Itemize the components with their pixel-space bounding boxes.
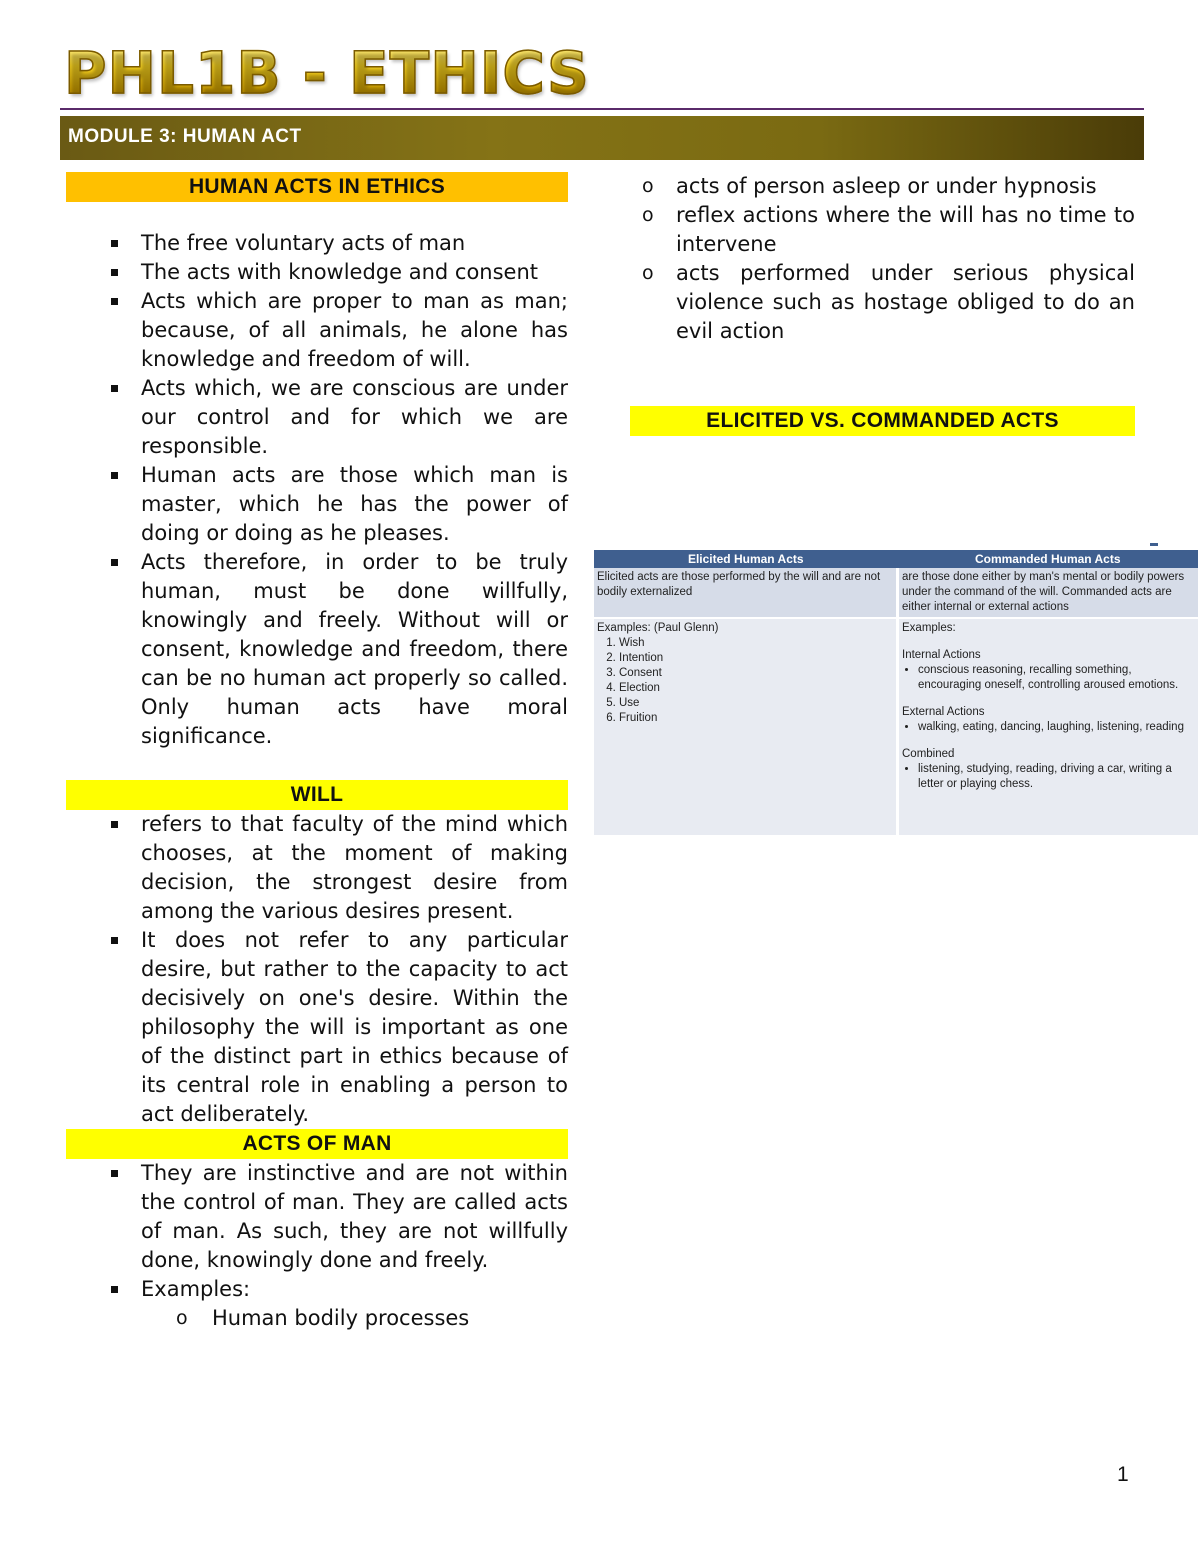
list-item: o acts performed under serious physical violence such as hostage obliged to do an evil action: [530, 259, 1135, 346]
commanded-examples-cell: [898, 618, 1199, 835]
list-item: The free voluntary acts of man: [66, 229, 568, 258]
table-corner-mark: [1150, 543, 1158, 546]
human-acts-list: [66, 229, 568, 751]
table-header-elicited: Elicited Human Acts: [594, 550, 898, 568]
list-item: • walking, eating, dancing, laughing, listening, reading: [918, 720, 1195, 735]
elicited-examples-list: [597, 636, 893, 726]
section-heading-acts-of-man: ACTS OF MAN: [66, 1129, 568, 1159]
left-column: [66, 172, 568, 1333]
commanded-definition: are those done either by man's mental or bodily powers under the command of the will. Commanded acts are either internal or external actions: [898, 568, 1199, 618]
internal-actions-list: [902, 663, 1195, 693]
combined-label: Combined: [902, 748, 955, 760]
elicited-commanded-table: [594, 550, 1198, 835]
document-title: PHL1B - ETHICS: [64, 39, 590, 107]
list-item: They are instinctive and are not within the control of man. They are called acts of man. As such, they are not willfully done, knowingly done and freely.: [66, 1159, 568, 1275]
acts-of-man-list: [66, 1159, 568, 1304]
list-item: o reflex actions where the will has no time to intervene: [530, 201, 1135, 259]
page-number: 1: [1117, 1463, 1129, 1486]
title-divider: [60, 108, 1144, 110]
elicited-examples-cell: [594, 618, 898, 835]
list-item: 4. Election: [619, 681, 893, 696]
list-item: Acts therefore, in order to be truly human, must be done willfully, knowingly and freely. Without will or consent, knowledge and freedom, there can be no human act properly so called. Only human acts have moral significance.: [66, 548, 568, 751]
right-column: [630, 172, 1135, 436]
elicited-examples-label: Examples: (Paul Glenn): [597, 622, 719, 634]
list-item: refers to that faculty of the mind which chooses, at the moment of making decision, the strongest desire from among the various desires present.: [66, 810, 568, 926]
list-item: The acts with knowledge and consent: [66, 258, 568, 287]
section-heading-elicited-commanded: ELICITED VS. COMMANDED ACTS: [630, 406, 1135, 436]
elicited-definition: Elicited acts are those performed by the will and are not bodily externalized: [594, 568, 898, 618]
list-item: 6. Fruition: [619, 711, 893, 726]
table-header-commanded: Commanded Human Acts: [898, 550, 1199, 568]
external-actions-list: [902, 720, 1195, 735]
list-item: • conscious reasoning, recalling something, encouraging oneself, controlling aroused emotions.: [918, 663, 1195, 693]
commanded-examples-label: Examples:: [902, 622, 956, 634]
section-heading-human-acts: HUMAN ACTS IN ETHICS: [66, 172, 568, 202]
section-heading-will: WILL: [66, 780, 568, 810]
list-item: It does not refer to any particular desire, but rather to the capacity to act decisively on one's desire. Within the philosophy the will is important as one of the distinct part in ethics because of its central role in enabling a person to act deliberately.: [66, 926, 568, 1129]
list-item: • listening, studying, reading, driving a car, writing a letter or playing chess.: [918, 762, 1195, 792]
external-actions-label: External Actions: [902, 706, 985, 718]
list-item: o acts of person asleep or under hypnosis: [530, 172, 1135, 201]
list-item: Acts which, we are conscious are under our control and for which we are responsible.: [66, 374, 568, 461]
module-label: MODULE 3: HUMAN ACT: [68, 126, 302, 147]
combined-list: [902, 762, 1195, 792]
list-item: 5. Use: [619, 696, 893, 711]
list-item: Acts which are proper to man as man; because, of all animals, he alone has knowledge and freedom of will.: [66, 287, 568, 374]
list-item: 3. Consent: [619, 666, 893, 681]
acts-of-man-examples: [66, 1304, 568, 1333]
will-list: [66, 810, 568, 1129]
acts-of-man-examples-continued: [530, 172, 1135, 346]
list-item: o Human bodily processes: [66, 1304, 568, 1333]
module-banner: [60, 116, 1144, 160]
list-item: Human acts are those which man is master, which he has the power of doing or doing as he pleases.: [66, 461, 568, 548]
internal-actions-label: Internal Actions: [902, 649, 981, 661]
list-item: Examples:: [66, 1275, 568, 1304]
list-item: 1. Wish: [619, 636, 893, 651]
list-item: 2. Intention: [619, 651, 893, 666]
